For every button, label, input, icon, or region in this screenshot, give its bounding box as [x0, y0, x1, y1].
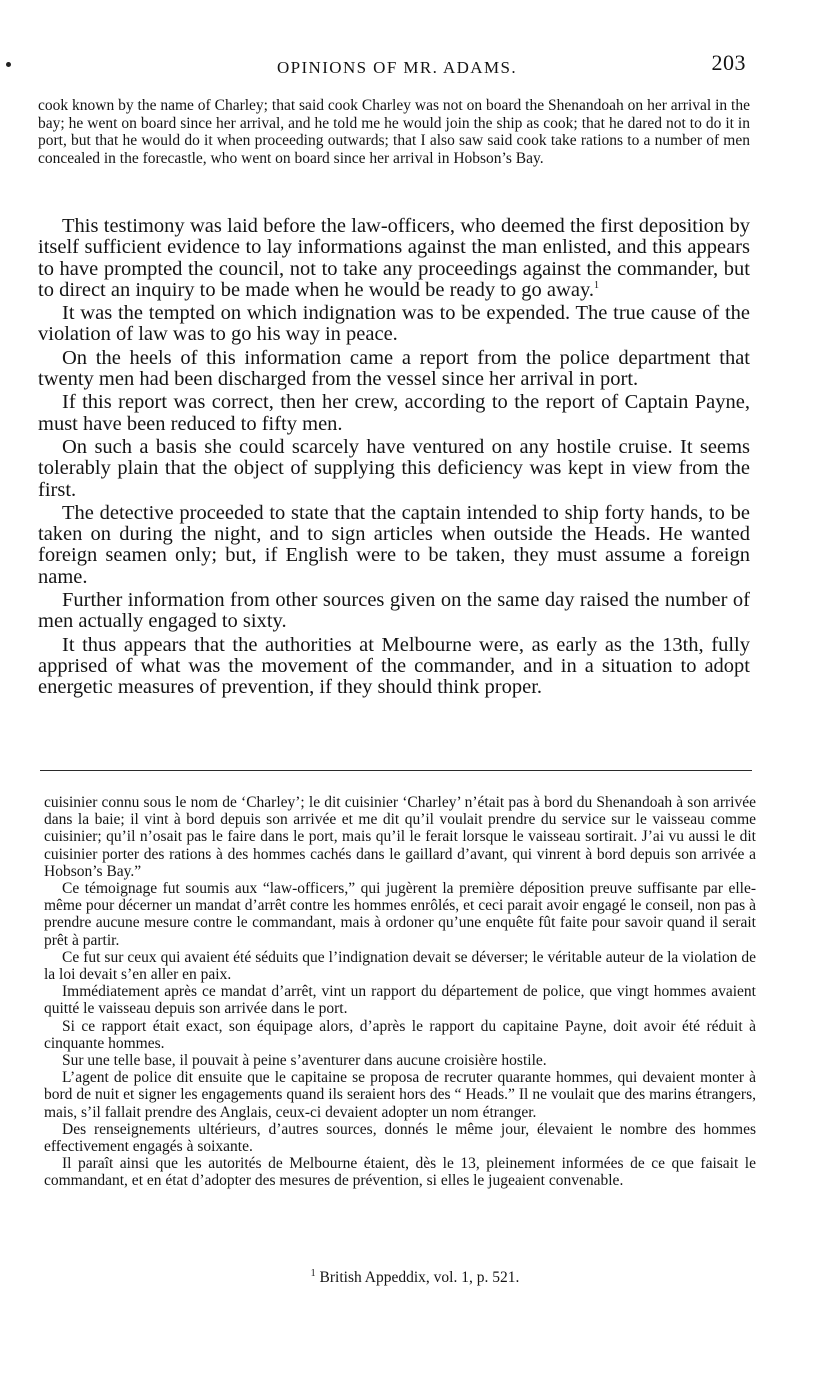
footnote	[0, 1269, 830, 1287]
french-paragraph: Des renseignements ultérieurs, d’autres sources, donnés le même jour, élevaient le nombre des hommes effectivement engagés à soixante.	[44, 1120, 756, 1156]
french-translation	[44, 794, 756, 1190]
paragraph	[38, 216, 750, 301]
footnote-text: British Appeddix, vol. 1, p. 521.	[319, 1269, 520, 1286]
french-paragraph: Ce fut sur ceux qui avaient été séduits que l’indignation devait se déverser; le véritable auteur de la violation de la loi devait s’en aller en paix.	[44, 948, 756, 984]
french-paragraph: cuisinier connu sous le nom de ‘Charley’; le dit cuisinier ‘Charley’ n’était pas à bord du Shenandoah à son arrivée dans la baie; il vint à bord depuis son arrivée et me dit qu’il voulait prendre du service sur le vaisseau comme cuisinier; qu’il n’osait pas le faire dans le port, mais qu’il le ferait lorsque le vaisseau sortirait. J’ai vu aussi le dit cuisinier porter des rations à des hommes cachés dans le gaillard d’avant, qui vinrent à bord depuis son arrivée a Hobson’s Bay.”	[44, 794, 756, 880]
running-head: OPINIONS OF MR. ADAMS.	[276, 58, 518, 77]
section-divider	[40, 770, 752, 771]
paragraph: The detective proceeded to state that the captain intended to ship forty hands, to be taken on during the night, and to sign articles when outside the Heads. He wanted foreign seamen only; but, if English were to be taken, they must assume a foreign name.	[38, 501, 750, 588]
page-number: 203	[711, 50, 746, 75]
paragraph-text: This testimony was laid before the law-officers, who deemed the first deposition by itself sufficient evidence to lay informations against the man enlisted, and this appears to have prompted the council, not to take any proceedings against the commander, but to direct an inquiry to be made when he would be ready to go away.	[38, 215, 750, 301]
quoted-deposition: cook known by the name of Charley; that said cook Charley was not on board the Shenandoah on her arrival in the bay; he went on board since her arrival, and he told me he would join the ship as cook; that he dared not to do it in port, but that he would do it when proceeding outwards; that I also saw said cook take rations to a number of men concealed in the forecastle, who went on board since her arrival in Hobson’s Bay.	[38, 97, 750, 167]
paragraph: On such a basis she could scarcely have ventured on any hostile cruise. It seems tolerably plain that the object of supplying this deficiency was kept in view from the first.	[38, 435, 750, 501]
french-paragraph: Il paraît ainsi que les autorités de Melbourne étaient, dès le 13, pleinement informées de ce que faisait le commandant, et en état d’adopter des mesures de prévention, si elles le jugeaient convenable.	[44, 1155, 756, 1190]
french-paragraph: L’agent de police dit ensuite que le capitaine se proposa de recruter quarante hommes, qui devaient monter à bord de nuit et signer les engagements quand ils seraient hors des “ Heads.” Il ne voulait que des marins étrangers, mais, s’il fallait prendre des Anglais, ceux-ci devaient adopter un nom étranger.	[44, 1069, 756, 1121]
footnote-marker: 1	[310, 1267, 316, 1279]
page-header	[38, 50, 756, 84]
paragraph: Further information from other sources given on the same day raised the number of men actually engaged to sixty.	[38, 589, 750, 633]
paragraph: It thus appears that the authorities at Melbourne were, as early as the 13th, fully apprised of what was the movement of the commander, and in a situation to adopt energetic measures of prevention, if they should think proper.	[38, 633, 750, 699]
footnote-reference: 1	[593, 280, 599, 292]
margin-dot	[6, 62, 11, 67]
main-text	[38, 216, 750, 699]
paragraph: If this report was correct, then her crew, according to the report of Captain Payne, must have been reduced to fifty men.	[38, 391, 750, 435]
paragraph: It was the tempted on which indignation was to be expended. The true cause of the violation of law was to go his way in peace.	[38, 302, 750, 346]
french-paragraph: Sur une telle base, il pouvait à peine s’aventurer dans aucune croisière hostile.	[62, 1052, 547, 1070]
french-paragraph: Immédiatement après ce mandat d’arrêt, vint un rapport du département de police, que vingt hommes avaient quitté le vaisseau depuis son arrivée dans le port.	[44, 983, 756, 1018]
french-paragraph: Si ce rapport était exact, son équipage alors, d’après le rapport du capitaine Payne, doit avoir été réduit à cinquante hommes.	[44, 1017, 756, 1052]
paragraph: On the heels of this information came a report from the police department that twenty men had been discharged from the vessel since her arrival in port.	[38, 346, 750, 391]
french-paragraph: Ce témoignage fut soumis aux “law-officers,” qui jugèrent la première déposition preuve suffisante par elle-même pour décerner un mandat d’arrêt contre les hommes enrôlés, et ceci parait avoir engagé le conseil, non pas à prendre aucune mesure contre le commandant, mais à ordoner qu’une enquête fût faite pour savoir quand il serait prêt à partir.	[44, 880, 756, 949]
